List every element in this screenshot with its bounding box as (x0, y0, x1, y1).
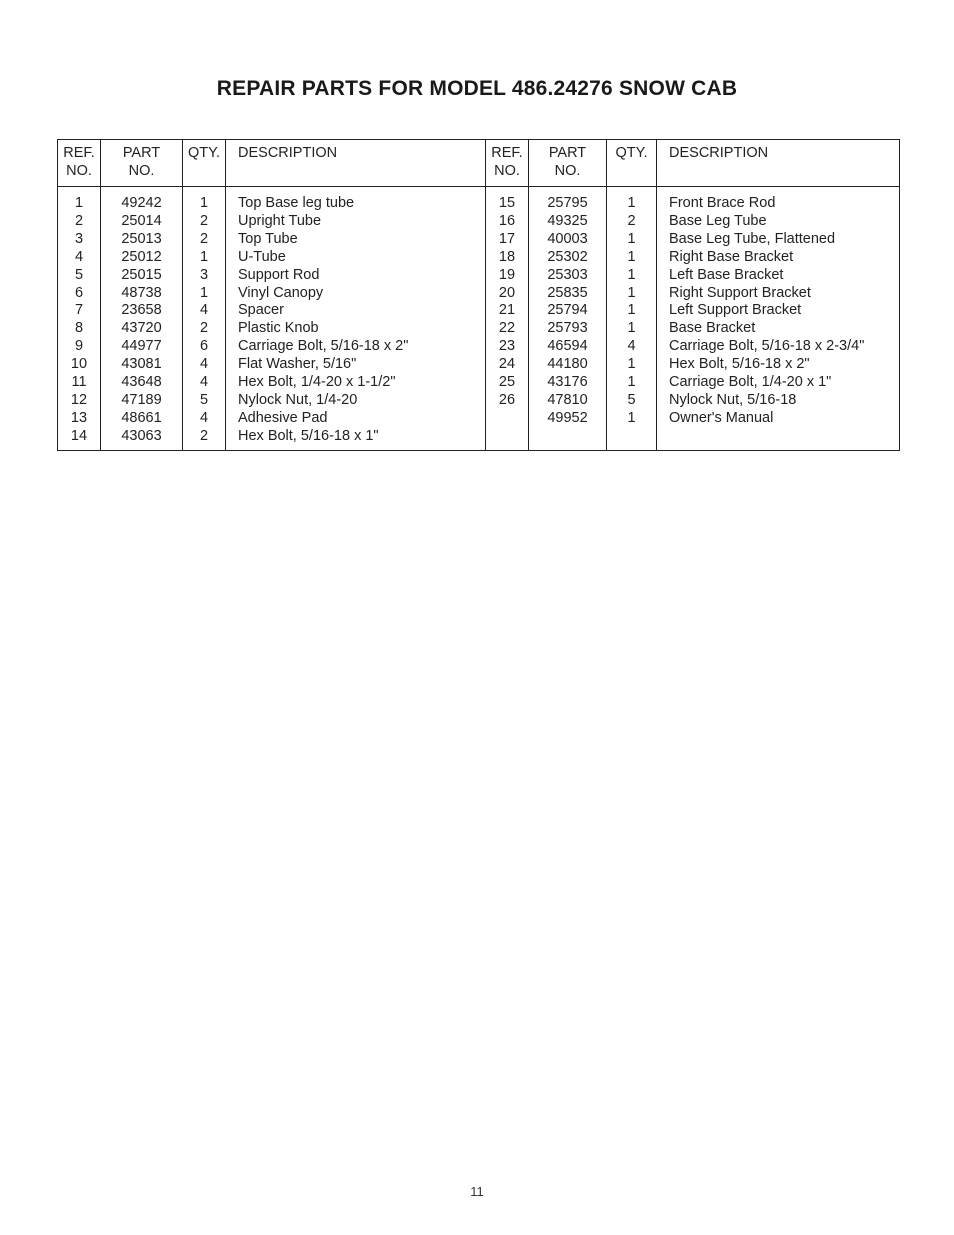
ref-no-cell: 14 (70, 427, 88, 444)
part-no-cell: 25014 (101, 213, 183, 231)
ref-no-cell: 10 (70, 356, 88, 373)
qty-cell: 1 (183, 285, 226, 303)
description-cell: Top Tube (226, 231, 486, 249)
repair-parts-table (57, 139, 900, 451)
ref-no-header: REF. NO. (486, 140, 529, 187)
ref-no-cell: 12 (70, 391, 88, 408)
part-no-cell: 43648 (101, 374, 183, 392)
description-cell: Hex Bolt, 5/16-18 x 2" (657, 356, 900, 374)
ref-no-cell: 1 (74, 195, 84, 211)
description-header: DESCRIPTION (657, 140, 900, 187)
description-cell: Front Brace Rod (657, 187, 900, 213)
table-row (58, 187, 900, 213)
ref-no-header: REF. NO. (58, 140, 101, 187)
part-no-cell: 49325 (529, 213, 607, 231)
table-row (58, 302, 900, 320)
description-cell: U-Tube (226, 249, 486, 267)
part-no-cell: 23658 (101, 302, 183, 320)
qty-cell: 1 (607, 231, 657, 249)
qty-cell: 1 (607, 374, 657, 392)
ref-no-cell: 13 (70, 409, 88, 426)
ref-no-cell (486, 428, 529, 450)
description-cell: Flat Washer, 5/16" (226, 356, 486, 374)
table-row (58, 356, 900, 374)
qty-cell: 4 (183, 374, 226, 392)
part-no-cell: 44180 (529, 356, 607, 374)
part-no-cell: 25012 (101, 249, 183, 267)
description-cell: Base Leg Tube, Flattened (657, 231, 900, 249)
table-row (58, 338, 900, 356)
part-no-cell: 49952 (529, 410, 607, 428)
part-no-cell: 25013 (101, 231, 183, 249)
qty-header: QTY. (607, 140, 657, 187)
description-cell: Adhesive Pad (226, 410, 486, 428)
description-cell: Base Leg Tube (657, 213, 900, 231)
description-cell: Spacer (226, 302, 486, 320)
ref-no-cell: 3 (74, 230, 84, 247)
part-no-cell: 48661 (101, 410, 183, 428)
table-row (58, 249, 900, 267)
description-cell: Left Base Bracket (657, 267, 900, 285)
qty-cell: 1 (607, 249, 657, 267)
qty-cell: 4 (183, 410, 226, 428)
description-cell: Nylock Nut, 5/16-18 (657, 392, 900, 410)
ref-no-cell: 25 (486, 374, 529, 392)
part-no-cell: 25795 (529, 187, 607, 213)
part-no-cell: 25794 (529, 302, 607, 320)
description-cell: Carriage Bolt, 5/16-18 x 2" (226, 338, 486, 356)
qty-cell: 1 (607, 410, 657, 428)
ref-no-cell: 5 (74, 266, 84, 283)
qty-cell: 1 (183, 187, 226, 213)
part-no-header: PART NO. (529, 140, 607, 187)
ref-no-cell: 15 (486, 187, 529, 213)
qty-cell: 1 (607, 356, 657, 374)
part-no-cell: 43176 (529, 374, 607, 392)
qty-cell: 1 (183, 249, 226, 267)
ref-no-cell: 23 (486, 338, 529, 356)
description-cell: Top Base leg tube (226, 187, 486, 213)
table-row (58, 213, 900, 231)
description-cell: Carriage Bolt, 1/4-20 x 1" (657, 374, 900, 392)
description-cell: Vinyl Canopy (226, 285, 486, 303)
table-row (58, 374, 900, 392)
part-no-cell: 25835 (529, 285, 607, 303)
ref-no-cell: 19 (486, 267, 529, 285)
description-cell: Nylock Nut, 1/4-20 (226, 392, 486, 410)
page-number: 11 (470, 1184, 484, 1199)
qty-cell: 1 (607, 302, 657, 320)
qty-header: QTY. (183, 140, 226, 187)
description-cell: Plastic Knob (226, 320, 486, 338)
description-header: DESCRIPTION (226, 140, 486, 187)
table-row (58, 231, 900, 249)
table-row (58, 320, 900, 338)
ref-no-cell: 2 (74, 212, 84, 229)
part-no-cell (529, 428, 607, 450)
ref-no-cell (486, 410, 529, 428)
qty-cell: 1 (607, 267, 657, 285)
ref-no-cell: 17 (486, 231, 529, 249)
qty-cell: 2 (183, 231, 226, 249)
parts-table-body (58, 187, 900, 451)
qty-cell: 4 (183, 356, 226, 374)
part-no-cell: 25302 (529, 249, 607, 267)
ref-no-cell: 6 (74, 284, 84, 301)
ref-no-cell: 22 (486, 320, 529, 338)
description-cell: Carriage Bolt, 5/16-18 x 2-3/4" (657, 338, 900, 356)
qty-cell: 2 (183, 213, 226, 231)
qty-cell: 5 (183, 392, 226, 410)
part-no-cell: 25303 (529, 267, 607, 285)
description-cell: Upright Tube (226, 213, 486, 231)
ref-no-cell: 4 (74, 248, 84, 265)
qty-cell: 3 (183, 267, 226, 285)
qty-cell: 2 (607, 213, 657, 231)
qty-cell: 6 (183, 338, 226, 356)
part-no-cell: 44977 (101, 338, 183, 356)
table-row (58, 285, 900, 303)
ref-no-cell: 8 (74, 320, 84, 337)
qty-cell: 2 (183, 320, 226, 338)
part-no-cell: 25793 (529, 320, 607, 338)
ref-no-cell: 26 (486, 392, 529, 410)
qty-cell: 2 (183, 428, 226, 450)
description-cell (657, 428, 900, 450)
description-cell: Left Support Bracket (657, 302, 900, 320)
part-no-cell: 47810 (529, 392, 607, 410)
description-cell: Hex Bolt, 1/4-20 x 1-1/2" (226, 374, 486, 392)
part-no-header: PART NO. (101, 140, 183, 187)
part-no-cell: 43720 (101, 320, 183, 338)
table-row (58, 267, 900, 285)
qty-cell: 1 (607, 187, 657, 213)
table-row (58, 392, 900, 410)
table-row (58, 410, 900, 428)
ref-no-cell: 18 (486, 249, 529, 267)
description-cell: Right Support Bracket (657, 285, 900, 303)
ref-no-cell: 9 (74, 338, 84, 355)
part-no-cell: 46594 (529, 338, 607, 356)
description-cell: Hex Bolt, 5/16-18 x 1" (226, 428, 486, 450)
page-title: REPAIR PARTS FOR MODEL 486.24276 SNOW CAB (216, 77, 738, 100)
part-no-cell: 43081 (101, 356, 183, 374)
description-cell: Support Rod (226, 267, 486, 285)
qty-cell: 1 (607, 285, 657, 303)
qty-cell: 5 (607, 392, 657, 410)
qty-cell (607, 428, 657, 450)
ref-no-cell: 21 (486, 302, 529, 320)
qty-cell: 4 (183, 302, 226, 320)
description-cell: Base Bracket (657, 320, 900, 338)
ref-no-cell: 16 (486, 213, 529, 231)
part-no-cell: 49242 (101, 187, 183, 213)
qty-cell: 4 (607, 338, 657, 356)
part-no-cell: 48738 (101, 285, 183, 303)
ref-no-cell: 20 (486, 285, 529, 303)
part-no-cell: 47189 (101, 392, 183, 410)
description-cell: Owner's Manual (657, 410, 900, 428)
part-no-cell: 25015 (101, 267, 183, 285)
table-row (58, 428, 900, 450)
ref-no-cell: 7 (74, 302, 84, 319)
ref-no-cell: 11 (71, 374, 87, 391)
qty-cell: 1 (607, 320, 657, 338)
table-header-row (58, 140, 900, 187)
ref-no-cell: 24 (486, 356, 529, 374)
description-cell: Right Base Bracket (657, 249, 900, 267)
part-no-cell: 43063 (101, 428, 183, 450)
part-no-cell: 40003 (529, 231, 607, 249)
